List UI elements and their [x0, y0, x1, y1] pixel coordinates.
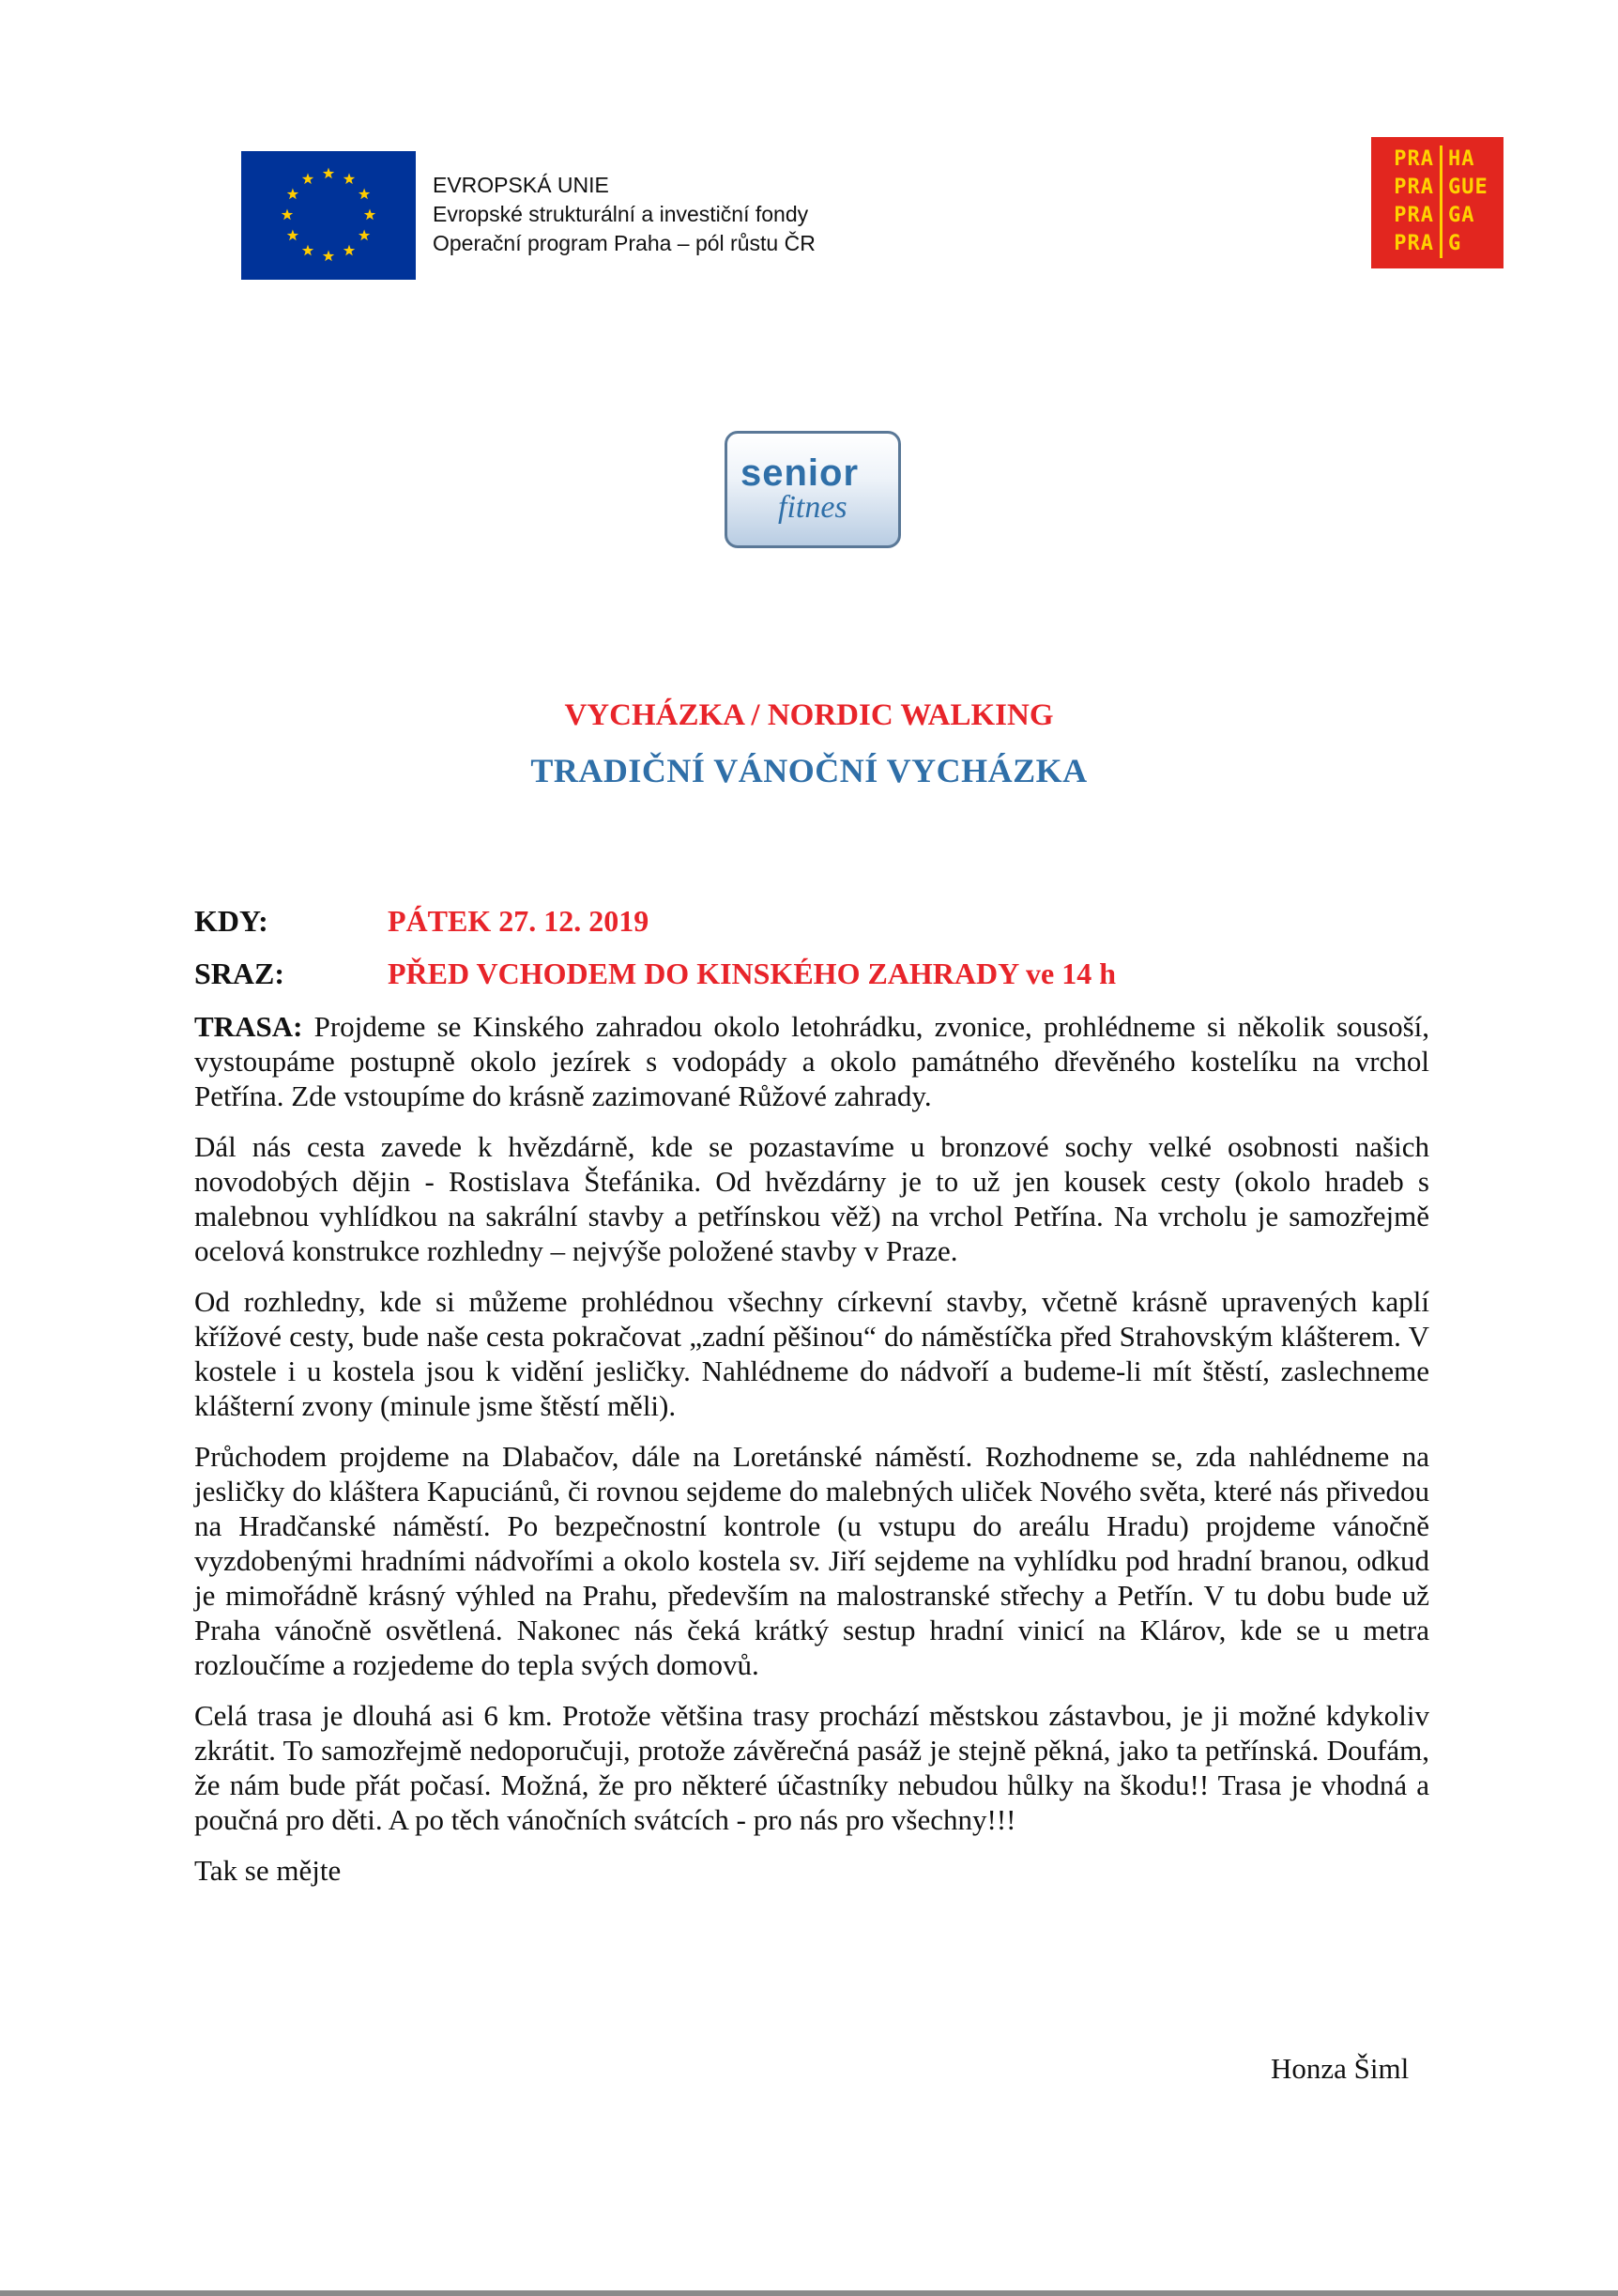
meet-label: SRAZ:	[194, 957, 285, 990]
eu-stars-icon	[241, 151, 416, 280]
body-text	[194, 1009, 1429, 1904]
eu-star	[302, 173, 313, 184]
eu-star	[364, 209, 375, 221]
heading-title: TRADIČNÍ VÁNOČNÍ VYCHÁZKA	[530, 752, 1088, 789]
eu-star	[282, 209, 293, 221]
praha-right-3: GA	[1448, 204, 1475, 227]
eu-star	[343, 173, 355, 184]
page-bottom-divider	[0, 2290, 1618, 2296]
praha-logo	[1371, 137, 1504, 268]
paragraph-route	[194, 1009, 1429, 1113]
praha-right-4: G	[1448, 232, 1462, 255]
praha-left-2: PRA	[1394, 176, 1434, 199]
eu-line-2: Evropské strukturální a investiční fondy	[433, 202, 809, 226]
paragraph-3: Od rozhledny, kde si můžeme prohlédnou všechny církevní stavby, včetně krásně upravených kaplí křížové cesty, bude naše cesta pokračovat „zadní pěšinou“ do náměstíčka před Strahovským klášterem. V kostele i u kostela jsou k vidění jesličky. Nahlédneme do nádvoří a budeme-li mít štěstí, zaslechneme klášterní zvony (minule jsme štěstí měli).	[194, 1285, 1429, 1422]
senior-logo-word: senior	[740, 452, 860, 494]
senior-logo-sub: fitnes	[778, 490, 847, 525]
praha-right-2: GUE	[1448, 176, 1488, 199]
paragraph-5: Celá trasa je dlouhá asi 6 km. Protože většina trasy prochází městskou zástavbou, je ji možné kdykoliv zkrátit. To samozřejmě nedoporučuji, protože závěrečná pasáž je stejně pěkná, jako ta petřínská. Doufám, že nám bude přát počasí. Možná, že pro některé účastníky nebudou hůlky na škodu!! Trasa je vhodná a poučná pro děti. A po těch vánočních svátcích - pro nás pro všechny!!!	[194, 1699, 1429, 1836]
eu-star	[323, 251, 334, 262]
eu-star	[287, 189, 298, 200]
eu-star	[359, 230, 370, 241]
paragraph-1-text: Projdeme se Kinského zahradou okolo letohrádku, zvonice, prohlédneme si několik sousoší, vystoupáme postupně okolo jezírek s vodopády a okolo památného dřevěného kostelíku na vrchol Petřína. Zde vstoupíme do krásně zazimované Růžové zahrady.	[194, 1010, 1430, 1112]
senior-fitness-logo	[725, 431, 901, 548]
eu-star	[343, 245, 355, 256]
praha-left-3: PRA	[1394, 204, 1434, 227]
eu-text-block	[433, 171, 816, 258]
eu-line-1: EVROPSKÁ UNIE	[433, 173, 609, 197]
praha-right-1: HA	[1448, 147, 1475, 171]
eu-flag-logo	[241, 151, 416, 280]
closing-line: Tak se mějte	[194, 1854, 342, 1887]
signature: Honza Šiml	[1271, 2052, 1410, 2085]
heading-activity: VYCHÁZKA / NORDIC WALKING	[564, 698, 1054, 732]
eu-star	[287, 230, 298, 241]
eu-line-3: Operační program Praha – pól růstu ČR	[433, 231, 816, 255]
paragraph-4: Průchodem projdeme na Dlabačov, dále na Loretánské náměstí. Rozhodneme se, zda nahlédneme na jesličky do kláštera Kapuciánů, či rovnou sejdeme do malebných uliček Nového světa, které nás přivedou na Hradčanské náměstí. Po bezpečnostní kontrole (u vstupu do areálu Hradu) projdeme vánočně vyzdobenými hradními nádvořími a okolo kostela sv. Jiří sejdeme na vyhlídku pod hradní branou, odkud je mimořádně krásný výhled na Prahu, především na malostranské střechy a Petřín. V tu dobu bude už Praha vánočně osvětlená. Nakonec nás čeká krátký sestup hradní vinicí na Klárov, kde se u metra rozloučíme a rozjedeme do tepla svých domovů.	[194, 1440, 1429, 1681]
praha-left-4: PRA	[1394, 232, 1434, 255]
meet-value: PŘED VCHODEM DO KINSKÉHO ZAHRADY ve 14 h	[388, 957, 1117, 990]
praha-left-1: PRA	[1394, 147, 1434, 171]
when-label: KDY:	[194, 904, 268, 938]
eu-star	[302, 245, 313, 256]
paragraph-2: Dál nás cesta zavede k hvězdárně, kde se pozastavíme u bronzové sochy velké osobnosti našich novodobých dějin - Rostislava Štefánika. Od hvězdárny je to už jen kousek cesty (okolo hradeb s malebnou vyhlídkou na sakrální stavby a petřínskou věž) na vrchol Petřína. Na vrcholu je samozřejmě ocelová konstrukce rozhledny – nejvýše položené stavby v Praze.	[194, 1130, 1429, 1267]
eu-star	[359, 189, 370, 200]
when-value: PÁTEK 27. 12. 2019	[388, 904, 649, 938]
route-label: TRASA:	[194, 1010, 303, 1043]
eu-star	[323, 168, 334, 179]
